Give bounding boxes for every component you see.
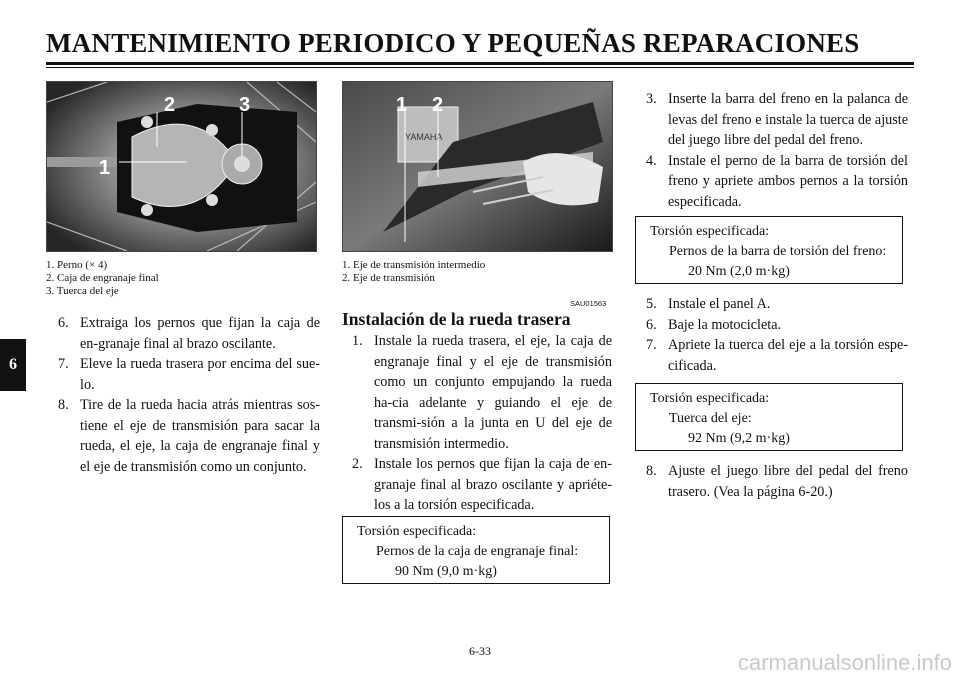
step-7: [646, 335, 908, 376]
step-text: Extraiga los pernos que fijan la caja de en-granaje final al brazo oscilante.: [80, 315, 320, 352]
right-steps-a: [646, 89, 908, 212]
torque-box-gear-case: [342, 516, 610, 584]
section-title: Instalación de la rueda trasera: [342, 309, 571, 329]
photo1-caption: [46, 259, 159, 298]
photo2-caption: [342, 259, 485, 285]
svg-text:YAMAHA: YAMAHA: [405, 132, 443, 142]
step-text: Eleve la rueda trasera por encima del sue-lo.: [80, 356, 320, 393]
torque-value: 92 Nm (9,2 m·kg): [688, 431, 790, 446]
step-number: 2.: [352, 456, 363, 472]
photo1-caption-line: 1. Perno (× 4): [46, 259, 108, 271]
page-header-title: MANTENIMIENTO PERIODICO Y PEQUEÑAS REPARACIONES: [46, 28, 860, 58]
step-6: [58, 313, 320, 354]
step-8: [646, 461, 908, 502]
torque-value: 20 Nm (2,0 m·kg): [688, 264, 790, 279]
step-text: Ajuste el juego libre del pedal del freno trasero. (Vea la página 6-20.): [668, 463, 908, 500]
torque-item: Pernos de la barra de torsión del freno:: [669, 244, 887, 259]
torque-item: Tuerca del eje:: [669, 411, 752, 426]
photo1-caption-line: 2. Caja de engranaje final: [46, 272, 159, 284]
page-number: 6-33: [469, 644, 491, 658]
right-steps-b: [646, 294, 908, 376]
section-code: SAU01563: [570, 299, 607, 308]
step-number: 4.: [646, 152, 657, 169]
photo-drive-shaft: [342, 81, 613, 252]
step-7: [58, 354, 320, 395]
photo2-caption-line: 1. Eje de transmisión intermedio: [342, 259, 486, 271]
step-text: Instale los pernos que fijan la caja de en-granaje final al brazo oscilante y apriéte-los a la torsión especificada.: [374, 456, 612, 513]
step-number: 1.: [352, 333, 363, 349]
photo1-callout-3: 3: [239, 94, 251, 116]
step-number: 8.: [646, 463, 657, 479]
photo2-callout-2: 2: [432, 94, 444, 116]
torque-box-axle-nut: [635, 383, 903, 451]
step-text: Tire de la rueda hacia atrás mientras sos-tiene el eje de transmisión para sacar la rueda, el eje, la caja de engranaje final y el eje de transmisión como un conjunto.: [80, 397, 320, 475]
step-5: [646, 294, 908, 315]
header-rule-thick: [46, 62, 914, 65]
step-text: Instale el perno de la barra de torsión del freno y apriete ambos pernos a la torsión especificada.: [668, 152, 908, 210]
step-3: [646, 89, 908, 151]
photo1-callout-2: 2: [164, 94, 176, 116]
torque-label: Torsión especificada:: [650, 391, 770, 406]
step-number: 6.: [58, 315, 69, 331]
step-number: 5.: [646, 296, 657, 312]
section-tab: 6: [0, 339, 26, 391]
torque-box-brake-rod: [635, 216, 903, 284]
step-text: Instale el panel A.: [668, 296, 771, 312]
install-step-1: [352, 331, 612, 454]
step-4: [646, 151, 908, 213]
photo1-caption-line: 3. Tuerca del eje: [46, 285, 119, 297]
step-text: Apriete la tuerca del eje a la torsión espe-cificada.: [668, 337, 908, 374]
step-8: [58, 395, 320, 477]
step-number: 7.: [58, 356, 69, 372]
right-steps-c: [646, 461, 908, 502]
step-text: Baje la motocicleta.: [668, 316, 782, 333]
watermark: carmanualsonline.info: [737, 650, 952, 675]
photo-final-gear-case: [46, 81, 317, 252]
torque-value: 90 Nm (9,0 m·kg): [395, 564, 497, 579]
install-step-2: [352, 454, 612, 516]
torque-label: Torsión especificada:: [357, 524, 477, 539]
install-steps: [352, 331, 612, 516]
photo1-callout-1: 1: [99, 157, 111, 179]
step-number: 8.: [58, 397, 69, 413]
step-number: 3.: [646, 91, 657, 107]
step-text: Inserte la barra del freno en la palanca de levas del freno e instale la tuerca de ajuste del juego libre del pedal del freno.: [668, 91, 908, 148]
step-text: Instale la rueda trasera, el eje, la caja de engranaje final y el eje de transmisión como un conjunto empujando la rueda ha-cia adelante y guiando el eje de transmi-sión a la junta en U del eje de transmisión intermedio.: [374, 333, 612, 452]
torque-item: Pernos de la caja de engranaje final:: [376, 544, 579, 559]
step-number: 6.: [646, 316, 657, 333]
left-steps: [58, 313, 320, 477]
photo2-callout-1: 1: [396, 94, 408, 116]
header-rule-thin: [46, 67, 914, 68]
torque-label: Torsión especificada:: [650, 224, 770, 239]
photo2-caption-line: 2. Eje de transmisión: [342, 272, 435, 284]
step-number: 7.: [646, 337, 657, 353]
step-6: [646, 315, 908, 336]
